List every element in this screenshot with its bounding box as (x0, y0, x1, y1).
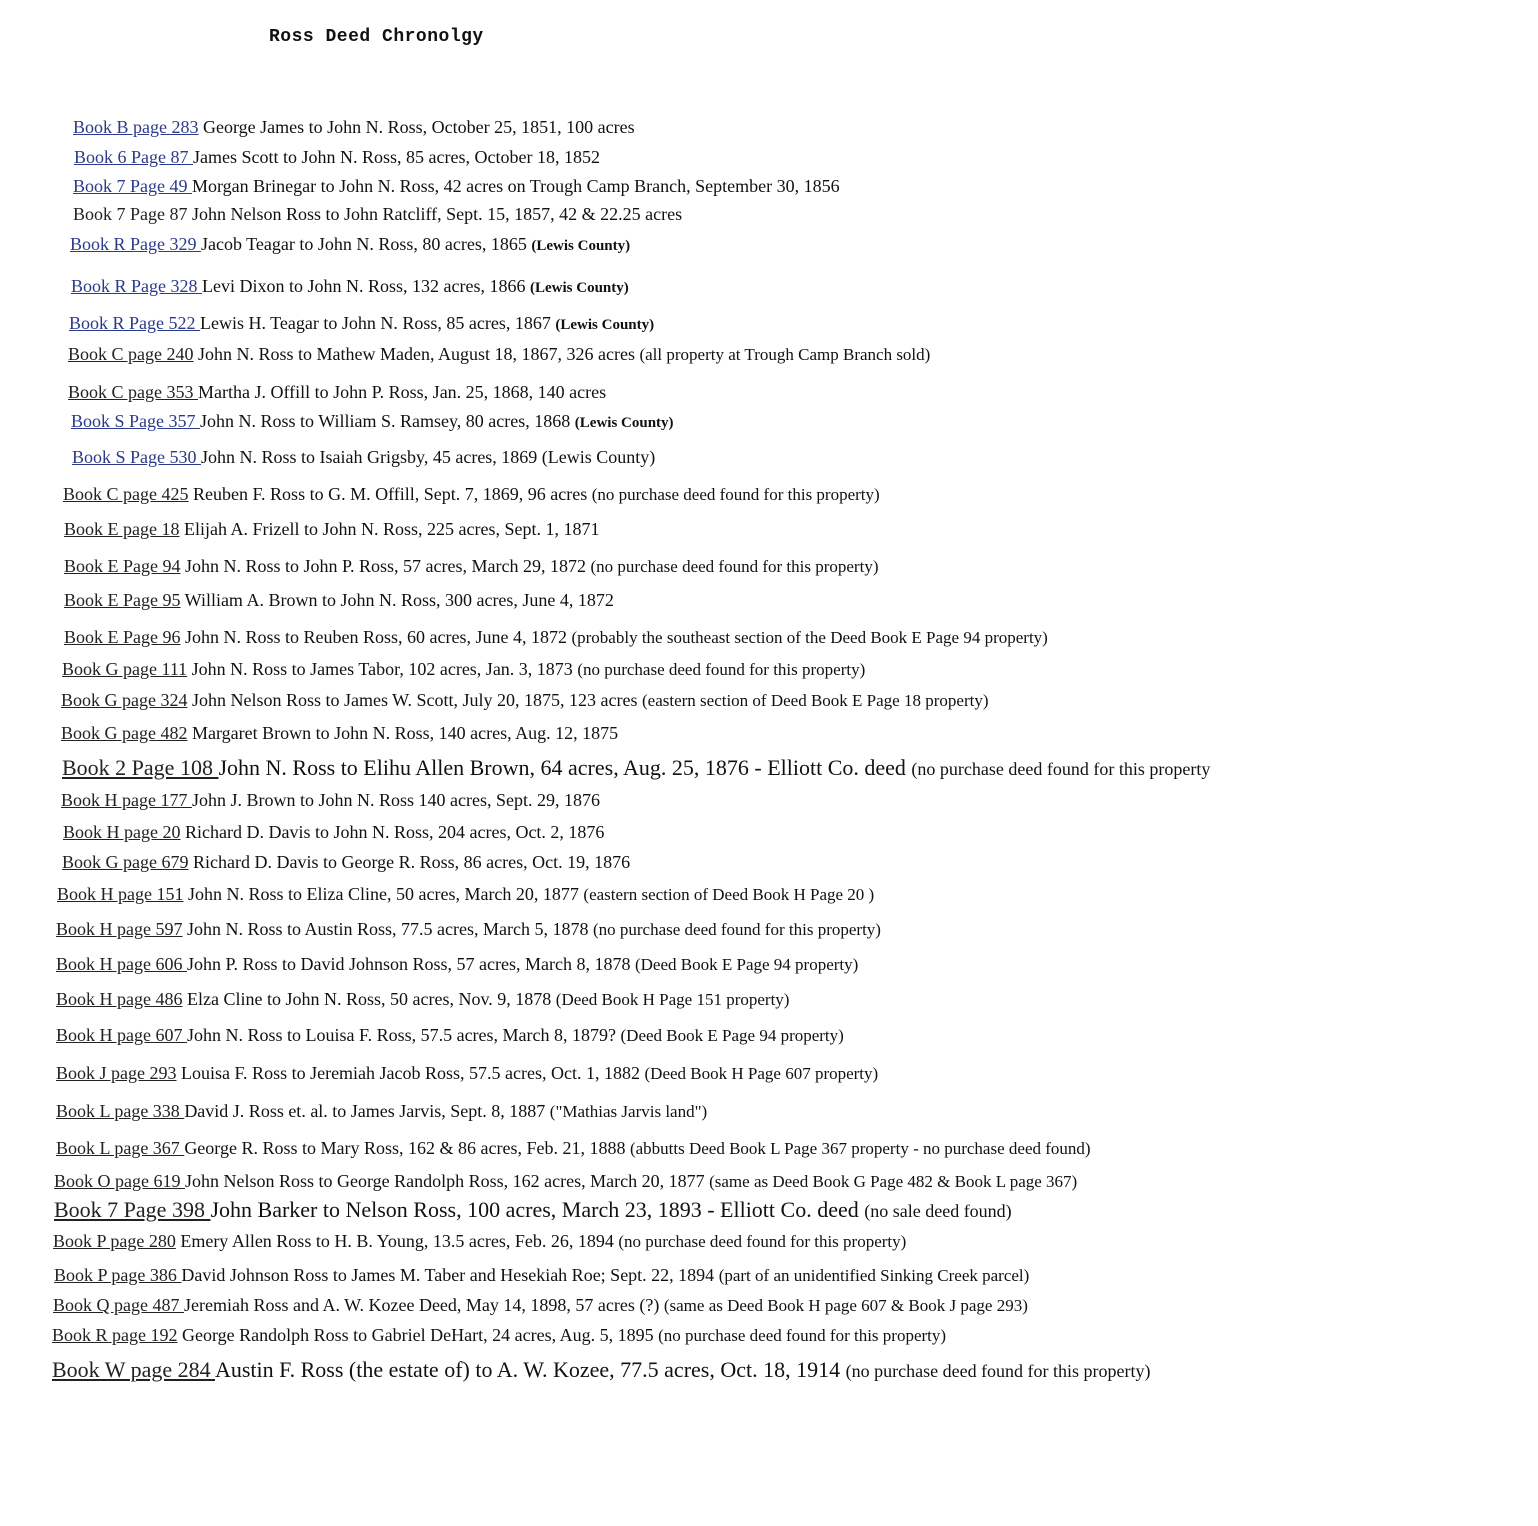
deed-book-link[interactable]: Book H page 486 (56, 989, 183, 1009)
deed-entry (61, 723, 618, 745)
deed-entry (56, 1063, 878, 1085)
deed-entry (73, 204, 682, 226)
deed-entry (64, 556, 878, 578)
deed-book-link[interactable]: Book R Page 329 (70, 234, 202, 254)
deed-description: John Nelson Ross to George Randolph Ross, 162 acres, March 20, 1877 (184, 1171, 710, 1191)
deed-book-link[interactable]: Book J page 293 (56, 1063, 177, 1083)
deed-entry (61, 690, 988, 712)
deed-description: John P. Ross to David Johnson Ross, 57 acres, March 8, 1878 (186, 954, 635, 974)
deed-book-link[interactable]: Book H page 607 (56, 1025, 187, 1045)
deed-entry (62, 852, 630, 874)
deed-book-link[interactable]: Book R Page 522 (69, 313, 201, 333)
page-title: Ross Deed Chronolgy (269, 27, 484, 47)
deed-description: John J. Brown to John N. Ross 140 acres, Sept. 29, 1876 (191, 790, 600, 810)
deed-note: (no purchase deed found for this property (911, 759, 1211, 779)
deed-entry (56, 954, 858, 976)
deed-entry (57, 884, 874, 906)
deed-description: Jacob Teagar to John N. Ross, 80 acres, 1865 (201, 234, 532, 254)
deed-book-link[interactable]: Book H page 20 (63, 822, 181, 842)
deed-description: David J. Ross et. al. to James Jarvis, Sept. 8, 1887 (184, 1101, 550, 1121)
deed-entry (63, 822, 604, 844)
deed-entry (64, 519, 599, 541)
deed-entry (56, 919, 881, 941)
deed-book-link[interactable]: Book 2 Page 108 (62, 755, 219, 780)
deed-description: John N. Ross to Austin Ross, 77.5 acres, March 5, 1878 (182, 919, 593, 939)
deed-note: (no sale deed found) (864, 1201, 1012, 1221)
deed-note: (Deed Book H Page 607 property) (644, 1064, 879, 1083)
deed-description: John N. Ross to John P. Ross, 57 acres, March 29, 1872 (180, 556, 591, 576)
deed-book-link[interactable]: Book E Page 96 (64, 627, 181, 647)
deed-book-link[interactable]: Book P page 386 (54, 1265, 182, 1285)
deed-description: John Barker to Nelson Ross, 100 acres, March 23, 1893 - Elliott Co. deed (210, 1197, 865, 1222)
deed-description: Martha J. Offill to John P. Ross, Jan. 25, 1868, 140 acres (198, 382, 607, 402)
deed-book-link[interactable]: Book C page 353 (68, 382, 198, 402)
deed-book-link[interactable]: Book G page 482 (61, 723, 188, 743)
deed-book-reference: Book 7 Page 87 (73, 204, 188, 224)
deed-description: John Nelson Ross to John Ratcliff, Sept. 15, 1857, 42 & 22.25 acres (187, 204, 683, 224)
deed-book-link[interactable]: Book G page 111 (62, 659, 188, 679)
deed-entry (68, 344, 930, 366)
deed-book-link[interactable]: Book H page 606 (56, 954, 187, 974)
deed-entry (53, 1231, 906, 1253)
deed-note: (Lewis County) (574, 415, 674, 431)
deed-note: (no purchase deed found for this property) (845, 1361, 1151, 1381)
deed-book-link[interactable]: Book 7 Page 398 (54, 1197, 211, 1222)
deed-description: Richard D. Davis to George R. Ross, 86 acres, Oct. 19, 1876 (188, 852, 631, 872)
deed-book-link[interactable]: Book G page 679 (62, 852, 189, 872)
deed-description: Elza Cline to John N. Ross, 50 acres, Nov. 9, 1878 (182, 989, 556, 1009)
deed-description: Richard D. Davis to John N. Ross, 204 acres, Oct. 2, 1876 (180, 822, 605, 842)
deed-entry (56, 1025, 844, 1047)
deed-book-link[interactable]: Book L page 338 (56, 1101, 185, 1121)
deed-note: (probably the southeast section of the Deed Book E Page 94 property) (571, 628, 1048, 647)
deed-description: Levi Dixon to John N. Ross, 132 acres, 1866 (202, 276, 530, 296)
deed-description: John N. Ross to Isaiah Grigsby, 45 acres, 1869 (Lewis County) (201, 447, 656, 467)
deed-note: (abbutts Deed Book L Page 367 property - no purchase deed found) (629, 1139, 1091, 1158)
deed-book-link[interactable]: Book E Page 94 (64, 556, 181, 576)
deed-description: John N. Ross to William S. Ramsey, 80 acres, 1868 (200, 411, 575, 431)
deed-entry (54, 1265, 1029, 1287)
deed-description: Emery Allen Ross to H. B. Young, 13.5 acres, Feb. 26, 1894 (175, 1231, 619, 1251)
deed-entry (56, 1138, 1091, 1160)
deed-description: John N. Ross to James Tabor, 102 acres, Jan. 3, 1873 (187, 659, 578, 679)
deed-description: Jeremiah Ross and A. W. Kozee Deed, May 14, 1898, 57 acres (?) (183, 1295, 664, 1315)
deed-book-link[interactable]: Book L page 367 (56, 1138, 185, 1158)
deed-note: (no purchase deed found for this property) (577, 660, 866, 679)
deed-note: (all property at Trough Camp Branch sold) (639, 345, 931, 364)
deed-book-link[interactable]: Book R page 192 (52, 1325, 178, 1345)
deed-book-link[interactable]: Book H page 177 (61, 790, 192, 810)
deed-note: (no purchase deed found for this property) (591, 485, 880, 504)
deed-note: (no purchase deed found for this property) (590, 557, 879, 576)
deed-entry (53, 1295, 1028, 1317)
deed-note: ("Mathias Jarvis land") (549, 1102, 708, 1121)
deed-note: (part of an unidentified Sinking Creek parcel) (718, 1266, 1030, 1285)
deed-note: (same as Deed Book H page 607 & Book J page 293) (663, 1296, 1028, 1315)
deed-note: (Lewis County) (531, 238, 631, 254)
deed-description: Reuben F. Ross to G. M. Offill, Sept. 7, 1869, 96 acres (188, 484, 592, 504)
deed-entry (62, 755, 1210, 781)
deed-description: George Randolph Ross to Gabriel DeHart, 24 acres, Aug. 5, 1895 (177, 1325, 659, 1345)
deed-description: Elijah A. Frizell to John N. Ross, 225 acres, Sept. 1, 1871 (179, 519, 600, 539)
deed-description: John Nelson Ross to James W. Scott, July 20, 1875, 123 acres (187, 690, 642, 710)
deed-note: (no purchase deed found for this property) (592, 920, 881, 939)
deed-entry (71, 411, 674, 433)
deed-description: William A. Brown to John N. Ross, 300 acres, June 4, 1872 (180, 590, 614, 610)
deed-book-link[interactable]: Book B page 283 (73, 117, 199, 137)
deed-entry (63, 484, 880, 506)
deed-note: (Deed Book E Page 94 property) (620, 1026, 844, 1045)
deed-description: John N. Ross to Louisa F. Ross, 57.5 acres, March 8, 1879? (186, 1025, 621, 1045)
deed-entry (73, 117, 635, 139)
deed-entry (68, 382, 606, 404)
deed-book-link[interactable]: Book H page 151 (57, 884, 184, 904)
deed-description: George R. Ross to Mary Ross, 162 & 86 acres, Feb. 21, 1888 (184, 1138, 630, 1158)
deed-description: John N. Ross to Reuben Ross, 60 acres, June 4, 1872 (180, 627, 572, 647)
deed-description: John N. Ross to Mathew Maden, August 18, 1867, 326 acres (193, 344, 640, 364)
deed-book-link[interactable]: Book W page 284 (52, 1357, 215, 1382)
deed-description: James Scott to John N. Ross, 85 acres, October 18, 1852 (193, 147, 600, 167)
deed-description: David Johnson Ross to James M. Taber and Hesekiah Roe; Sept. 22, 1894 (181, 1265, 719, 1285)
deed-note: (eastern section of Deed Book E Page 18 property) (641, 691, 989, 710)
deed-description: Austin F. Ross (the estate of) to A. W. Kozee, 77.5 acres, Oct. 18, 1914 (214, 1357, 846, 1382)
deed-entry (74, 147, 600, 169)
deed-book-link[interactable]: Book 7 Page 49 (73, 176, 192, 196)
deed-entry (73, 176, 840, 198)
deed-book-link[interactable]: Book 6 Page 87 (74, 147, 193, 167)
deed-book-link[interactable]: Book O page 619 (54, 1171, 185, 1191)
deed-entry (56, 1101, 707, 1123)
deed-note: (eastern section of Deed Book H Page 20 ) (583, 885, 875, 904)
deed-description: George James to John N. Ross, October 25, 1851, 100 acres (198, 117, 635, 137)
deed-description: John N. Ross to Elihu Allen Brown, 64 acres, Aug. 25, 1876 - Elliott Co. deed (218, 755, 912, 780)
deed-entry (71, 276, 629, 298)
deed-entry (64, 590, 614, 612)
deed-book-link[interactable]: Book S Page 530 (72, 447, 202, 467)
deed-entry (62, 659, 865, 681)
deed-book-link[interactable]: Book E Page 95 (64, 590, 181, 610)
deed-book-link[interactable]: Book S Page 357 (71, 411, 201, 431)
deed-note: (no purchase deed found for this property) (618, 1232, 907, 1251)
deed-book-link[interactable]: Book G page 324 (61, 690, 188, 710)
deed-entry (54, 1197, 1012, 1223)
deed-entry (64, 627, 1048, 649)
deed-book-link[interactable]: Book E page 18 (64, 519, 180, 539)
deed-book-link[interactable]: Book C page 240 (68, 344, 194, 364)
deed-book-link[interactable]: Book C page 425 (63, 484, 189, 504)
deed-description: Margaret Brown to John N. Ross, 140 acres, Aug. 12, 1875 (187, 723, 619, 743)
deed-note: (Lewis County) (530, 280, 629, 296)
deed-note: (Lewis County) (555, 317, 655, 333)
deed-entry (52, 1357, 1151, 1383)
deed-entry (69, 313, 654, 335)
deed-description: Morgan Brinegar to John N. Ross, 42 acres on Trough Camp Branch, September 30, 1856 (192, 176, 840, 196)
deed-entry (72, 447, 655, 469)
deed-book-link[interactable]: Book H page 597 (56, 919, 183, 939)
deed-entry (61, 790, 600, 812)
deed-book-link[interactable]: Book P page 280 (53, 1231, 176, 1251)
deed-description: John N. Ross to Eliza Cline, 50 acres, March 20, 1877 (183, 884, 584, 904)
deed-note: (Deed Book H Page 151 property) (555, 990, 790, 1009)
deed-entry (56, 989, 789, 1011)
deed-note: (Deed Book E Page 94 property) (634, 955, 859, 974)
deed-book-link[interactable]: Book Q page 487 (53, 1295, 184, 1315)
deed-entry (70, 234, 630, 256)
deed-note: (same as Deed Book G Page 482 & Book L page 367) (709, 1172, 1078, 1191)
deed-entry (54, 1171, 1077, 1193)
deed-entry (52, 1325, 946, 1347)
deed-description: Louisa F. Ross to Jeremiah Jacob Ross, 57.5 acres, Oct. 1, 1882 (176, 1063, 645, 1083)
deed-book-link[interactable]: Book R Page 328 (71, 276, 203, 296)
deed-note: (no purchase deed found for this property) (658, 1326, 947, 1345)
deed-description: Lewis H. Teagar to John N. Ross, 85 acres, 1867 (200, 313, 556, 333)
